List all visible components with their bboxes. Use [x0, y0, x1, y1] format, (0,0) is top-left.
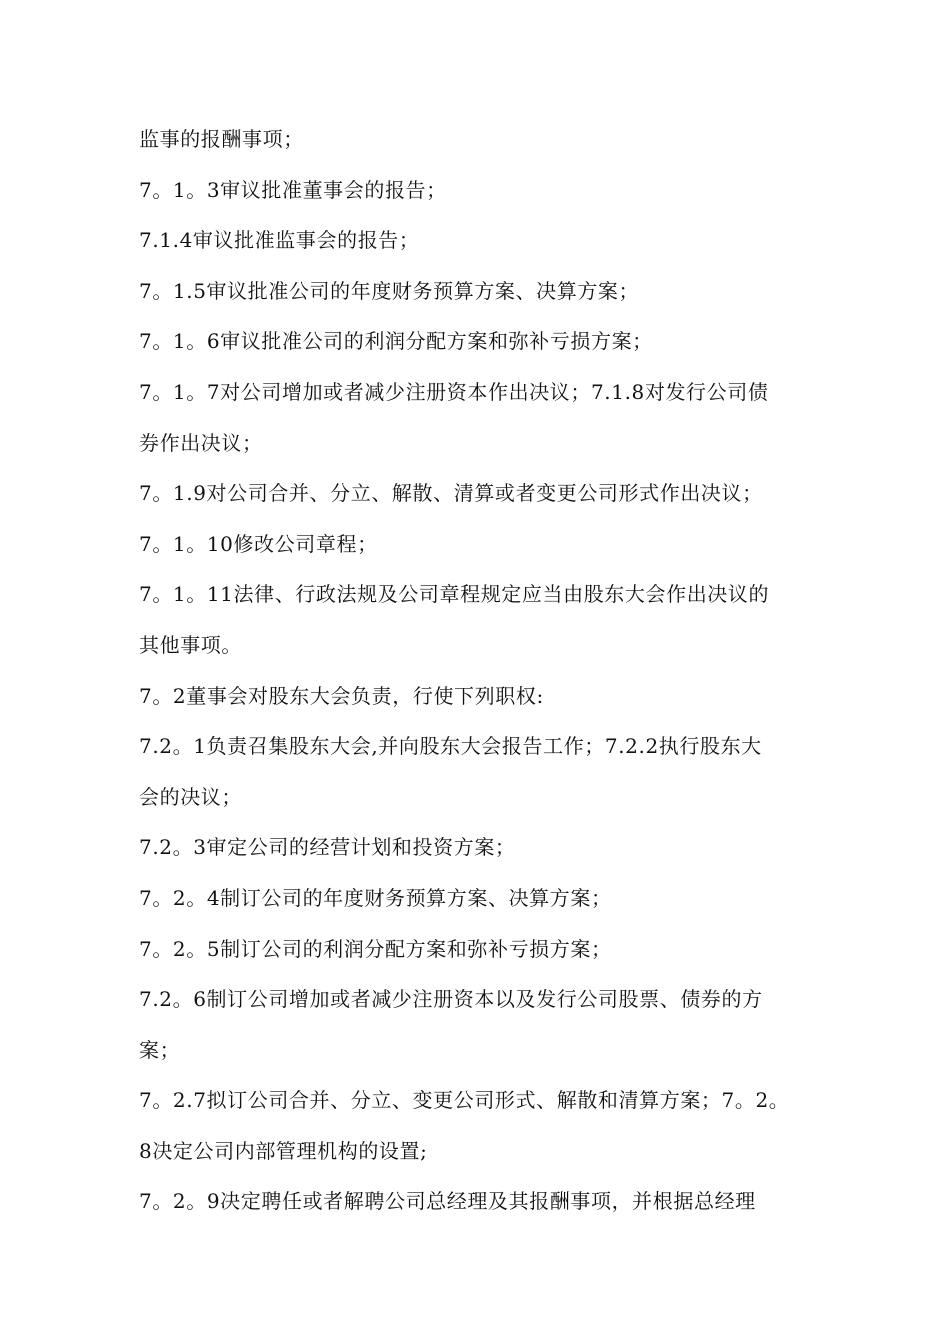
text-line: 7。1。11法律、行政法规及公司章程规定应当由股东大会作出决议的 — [139, 582, 770, 607]
text-line: 7。1.5审议批准公司的年度财务预算方案、决算方案； — [139, 278, 640, 303]
text-line: 7。2.7拟订公司合并、分立、变更公司形式、解散和清算方案；7。2。 — [139, 1088, 790, 1113]
text-line: 案； — [139, 1037, 181, 1062]
text-line: 7。1。6审议批准公司的利润分配方案和弥补亏损方案； — [139, 329, 653, 354]
text-line: 7.1.4审议批准监事会的报告； — [139, 228, 420, 253]
text-line: 7。2。5制订公司的利润分配方案和弥补亏损方案； — [139, 936, 612, 961]
text-line: 7。2董事会对股东大会负责，行使下列职权: — [139, 683, 544, 708]
text-line: 7。1.9对公司合并、分立、解散、清算或者变更公司形式作出决议； — [139, 481, 763, 506]
text-line: 8决定公司内部管理机构的设置; — [139, 1138, 428, 1163]
text-line: 7。1。3审议批准董事会的报告； — [139, 177, 447, 202]
text-line: 会的决议； — [139, 784, 242, 809]
text-line: 7.2。6制订公司增加或者减少注册资本以及发行公司股票、债券的方 — [139, 987, 763, 1012]
text-line: 券作出决议； — [139, 430, 263, 455]
text-line: 7.2。1负责召集股东大会,并向股东大会报告工作；7.2.2执行股东大 — [139, 734, 762, 759]
text-line: 7。2。9决定聘任或者解聘公司总经理及其报酬事项，并根据总经理 — [139, 1189, 756, 1214]
text-line: 7。1。10修改公司章程； — [139, 531, 378, 556]
document-body — [139, 114, 839, 1227]
text-line: 7.2。3审定公司的经营计划和投资方案； — [139, 835, 516, 860]
text-line: 7。2。4制订公司的年度财务预算方案、决算方案； — [139, 885, 612, 910]
text-line: 其他事项。 — [139, 632, 242, 657]
text-line: 7。1。7对公司增加或者减少注册资本作出决议；7.1.8对发行公司债 — [139, 379, 769, 404]
text-line: 监事的报酬事项； — [139, 127, 304, 151]
